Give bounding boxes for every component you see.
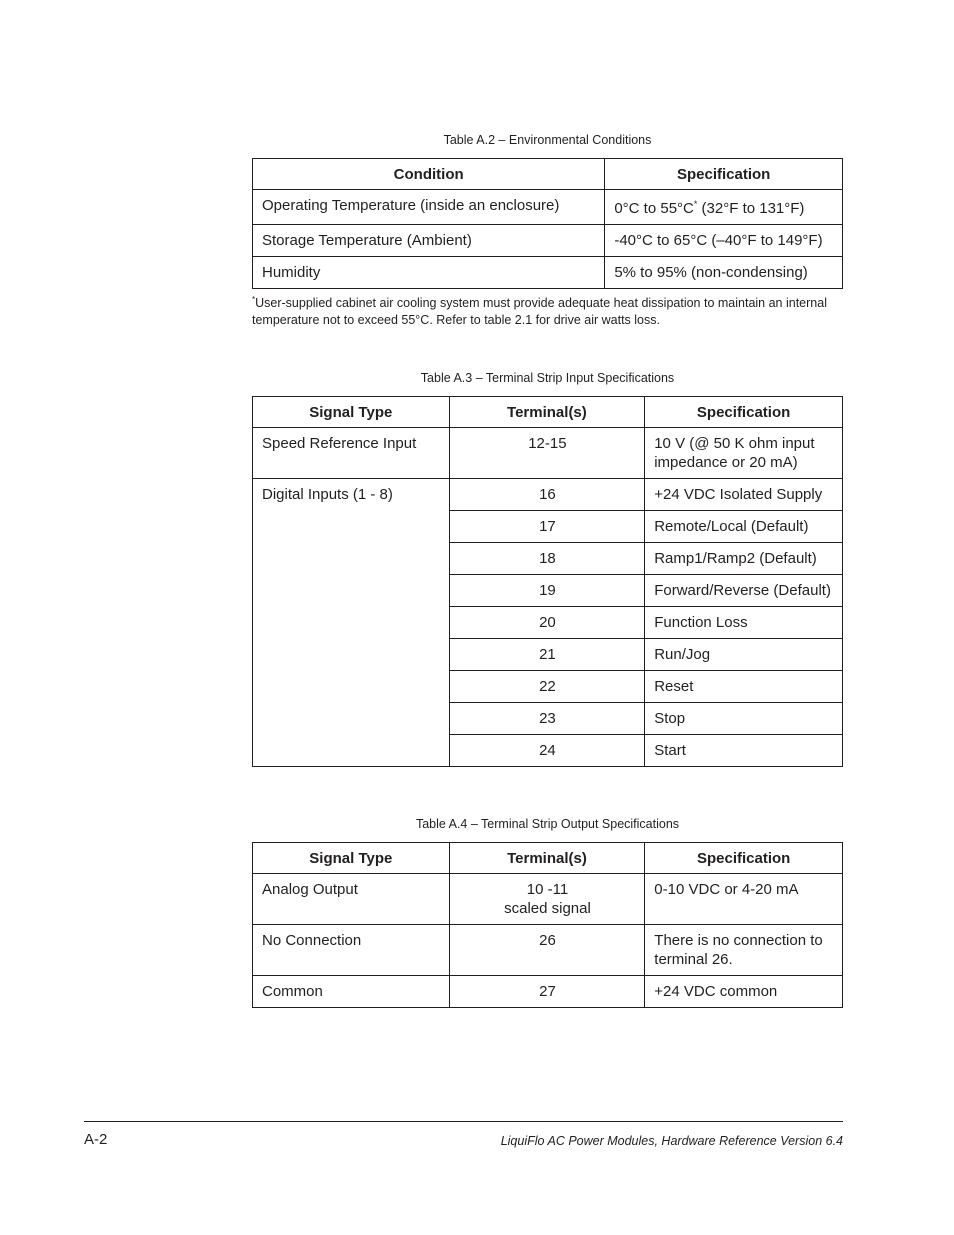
spec-cell: Stop bbox=[645, 703, 843, 735]
table-row bbox=[253, 479, 843, 511]
column-header-signal-type: Signal Type bbox=[253, 397, 450, 428]
table-row bbox=[253, 607, 843, 639]
footer-divider bbox=[84, 1121, 843, 1122]
table-header-row bbox=[253, 397, 843, 428]
table-row bbox=[253, 257, 843, 289]
spec-cell: +24 VDC common bbox=[645, 976, 843, 1008]
column-header-terminals: Terminal(s) bbox=[449, 843, 645, 874]
table-a3-caption: Table A.3 – Terminal Strip Input Specifications bbox=[420, 371, 675, 385]
terminal-cell bbox=[449, 874, 645, 925]
terminal-range: 10 -11 bbox=[526, 881, 569, 898]
condition-cell: Humidity bbox=[253, 257, 605, 289]
column-header-terminals: Terminal(s) bbox=[449, 397, 645, 428]
table-row bbox=[253, 874, 843, 925]
column-header-specification: Specification bbox=[645, 397, 843, 428]
table-row bbox=[253, 976, 843, 1008]
signal-cell: Digital Inputs (1 - 8) bbox=[253, 479, 450, 511]
terminal-cell: 24 bbox=[449, 735, 645, 767]
spec-cell: Remote/Local (Default) bbox=[645, 511, 843, 543]
footnote-text: User-supplied cabinet air cooling system must provide adequate heat dissipation to maintain an internal temperature not to exceed 55°C. Refer to table 2.1 for drive air watts loss. bbox=[252, 296, 827, 327]
spec-cell: Ramp1/Ramp2 (Default) bbox=[645, 543, 843, 575]
table-row bbox=[253, 703, 843, 735]
document-title: LiquiFlo AC Power Modules, Hardware Reference Version 6.4 bbox=[500, 1134, 843, 1148]
column-header-specification: Specification bbox=[605, 159, 843, 190]
spec-cell: 0-10 VDC or 4-20 mA bbox=[645, 874, 843, 925]
table-row bbox=[253, 925, 843, 976]
signal-cell bbox=[253, 671, 450, 703]
environmental-conditions-table bbox=[252, 158, 843, 289]
signal-cell: Speed Reference Input bbox=[253, 428, 450, 479]
spec-cell: Run/Jog bbox=[645, 639, 843, 671]
terminal-cell: 17 bbox=[449, 511, 645, 543]
terminal-note: scaled signal bbox=[504, 900, 591, 917]
table-row bbox=[253, 428, 843, 479]
table-row bbox=[253, 511, 843, 543]
spec-cell: +24 VDC Isolated Supply bbox=[645, 479, 843, 511]
column-header-condition: Condition bbox=[253, 159, 605, 190]
table-row bbox=[253, 671, 843, 703]
condition-cell: Operating Temperature (inside an enclosure) bbox=[253, 190, 605, 225]
page-number: A-2 bbox=[84, 1131, 108, 1148]
signal-cell bbox=[253, 735, 450, 767]
signal-cell: No Connection bbox=[253, 925, 450, 976]
terminal-cell: 27 bbox=[449, 976, 645, 1008]
column-header-specification: Specification bbox=[645, 843, 843, 874]
table-row bbox=[253, 543, 843, 575]
terminal-cell: 23 bbox=[449, 703, 645, 735]
signal-cell bbox=[253, 639, 450, 671]
spec-text: 0°C to 55°C bbox=[614, 200, 694, 217]
table-row bbox=[253, 225, 843, 257]
signal-cell bbox=[253, 607, 450, 639]
table-row bbox=[253, 575, 843, 607]
signal-cell bbox=[253, 575, 450, 607]
table-row bbox=[253, 639, 843, 671]
footnote-mark: * bbox=[252, 294, 256, 304]
terminal-cell: 19 bbox=[449, 575, 645, 607]
terminal-cell: 22 bbox=[449, 671, 645, 703]
terminal-input-table bbox=[252, 396, 843, 767]
terminal-output-table bbox=[252, 842, 843, 1008]
spec-cell: Forward/Reverse (Default) bbox=[645, 575, 843, 607]
column-header-signal-type: Signal Type bbox=[253, 843, 450, 874]
terminal-cell: 20 bbox=[449, 607, 645, 639]
signal-cell bbox=[253, 543, 450, 575]
table-a2-caption: Table A.2 – Environmental Conditions bbox=[443, 133, 652, 147]
table-row bbox=[253, 735, 843, 767]
spec-cell: There is no connection to terminal 26. bbox=[645, 925, 843, 976]
signal-cell: Common bbox=[253, 976, 450, 1008]
terminal-cell: 21 bbox=[449, 639, 645, 671]
terminal-cell: 12-15 bbox=[449, 428, 645, 479]
terminal-cell: 26 bbox=[449, 925, 645, 976]
table-header-row bbox=[253, 843, 843, 874]
spec-cell: 10 V (@ 50 K ohm input impedance or 20 mA) bbox=[645, 428, 843, 479]
signal-cell bbox=[253, 511, 450, 543]
spec-cell: -40°C to 65°C (–40°F to 149°F) bbox=[605, 225, 843, 257]
spec-cell: Function Loss bbox=[645, 607, 843, 639]
footnote-reference: * bbox=[693, 199, 698, 209]
condition-cell: Storage Temperature (Ambient) bbox=[253, 225, 605, 257]
spec-cell bbox=[605, 190, 843, 225]
table-header-row bbox=[253, 159, 843, 190]
spec-text-suffix: (32°F to 131°F) bbox=[697, 200, 805, 217]
table-a2-footnote bbox=[252, 295, 847, 329]
spec-cell: Start bbox=[645, 735, 843, 767]
terminal-cell: 18 bbox=[449, 543, 645, 575]
signal-cell bbox=[253, 703, 450, 735]
spec-cell: Reset bbox=[645, 671, 843, 703]
table-a4-caption: Table A.4 – Terminal Strip Output Specifications bbox=[415, 817, 680, 831]
terminal-cell: 16 bbox=[449, 479, 645, 511]
table-row bbox=[253, 190, 843, 225]
spec-cell: 5% to 95% (non-condensing) bbox=[605, 257, 843, 289]
signal-cell: Analog Output bbox=[253, 874, 450, 925]
